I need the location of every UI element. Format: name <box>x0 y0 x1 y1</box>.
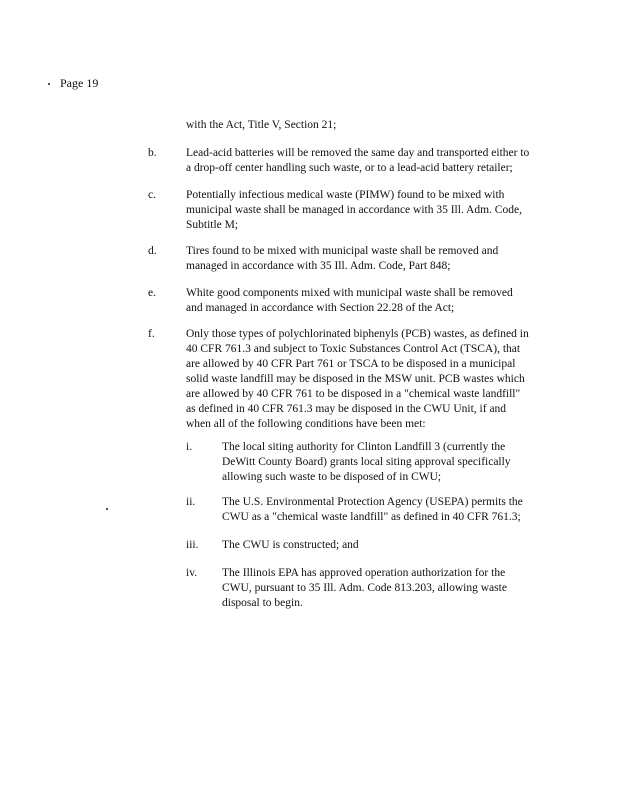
item-b-line: Lead-acid batteries will be removed the same day and transported either to <box>186 147 530 159</box>
item-c-label: c. <box>148 189 156 201</box>
subitem-iv-line: disposal to begin. <box>222 597 303 609</box>
item-f-line: when all of the following conditions have been met: <box>186 418 426 430</box>
subitem-ii-line: The U.S. Environmental Protection Agency (USEPA) permits the <box>222 496 523 508</box>
subitem-iii-label: iii. <box>186 539 199 551</box>
item-e-line: White good components mixed with municipal waste shall be removed <box>186 287 513 299</box>
item-c-line: Subtitle M; <box>186 219 239 231</box>
subitem-ii-line: CWU as a "chemical waste landfill" as defined in 40 CFR 761.3; <box>222 511 521 523</box>
subitem-i-label: i. <box>186 441 193 453</box>
subitem-iv-text <box>222 566 507 611</box>
item-f-line: as defined in 40 CFR 761.3 may be disposed in the CWU Unit, if and <box>186 403 507 415</box>
margin-mark <box>106 508 108 510</box>
item-f-line: are allowed by 40 CFR 761 to be disposed in a "chemical waste landfill" <box>186 388 521 400</box>
item-f-line: Only those types of polychlorinated biphenyls (PCB) wastes, as defined in <box>186 328 529 340</box>
item-e-text <box>186 286 513 316</box>
page-number: Page 19 <box>60 76 99 90</box>
item-d-line: managed in accordance with 35 Ill. Adm. Code, Part 848; <box>186 260 451 272</box>
subitem-iii-text <box>222 538 359 553</box>
continuation-text: with the Act, Title V, Section 21; <box>186 119 337 131</box>
subitem-ii-text <box>222 495 523 525</box>
item-e-line: and managed in accordance with Section 22.28 of the Act; <box>186 302 455 314</box>
subitem-i-text <box>222 440 511 485</box>
subitem-ii-label: ii. <box>186 496 196 508</box>
item-b-label: b. <box>148 147 157 159</box>
item-b-text <box>186 146 529 176</box>
margin-mark <box>48 83 50 85</box>
item-c-line: municipal waste shall be managed in accordance with 35 Ill. Adm. Code, <box>186 204 522 216</box>
item-c-line: Potentially infectious medical waste (PIMW) found to be mixed with <box>186 189 505 201</box>
subitem-iii-line: The CWU is constructed; and <box>222 539 359 551</box>
item-f-line: solid waste landfill may be disposed in the MSW unit. PCB wastes which <box>186 373 525 385</box>
subitem-i-line: allowing such waste to be disposed of in CWU; <box>222 471 442 483</box>
item-f-text <box>186 327 529 432</box>
item-f-line: are allowed by 40 CFR Part 761 or TSCA to be disposed in a municipal <box>186 358 516 370</box>
item-c-text <box>186 188 522 233</box>
item-d-line: Tires found to be mixed with municipal waste shall be removed and <box>186 245 499 257</box>
subitem-iv-line: The Illinois EPA has approved operation authorization for the <box>222 567 506 579</box>
item-b-line: a drop-off center handling such waste, or to a lead-acid battery retailer; <box>186 162 513 174</box>
subitem-iv-line: CWU, pursuant to 35 Ill. Adm. Code 813.203, allowing waste <box>222 582 507 594</box>
subitem-i-line: The local siting authority for Clinton Landfill 3 (currently the <box>222 441 506 453</box>
item-f-line: 40 CFR 761.3 and subject to Toxic Substances Control Act (TSCA), that <box>186 343 521 355</box>
item-e-label: e. <box>148 287 156 299</box>
item-f-label: f. <box>148 328 155 340</box>
subitem-iv-label: iv. <box>186 567 198 579</box>
item-d-label: d. <box>148 245 157 257</box>
subitem-i-line: DeWitt County Board) grants local siting approval specifically <box>222 456 511 468</box>
item-d-text <box>186 244 498 274</box>
